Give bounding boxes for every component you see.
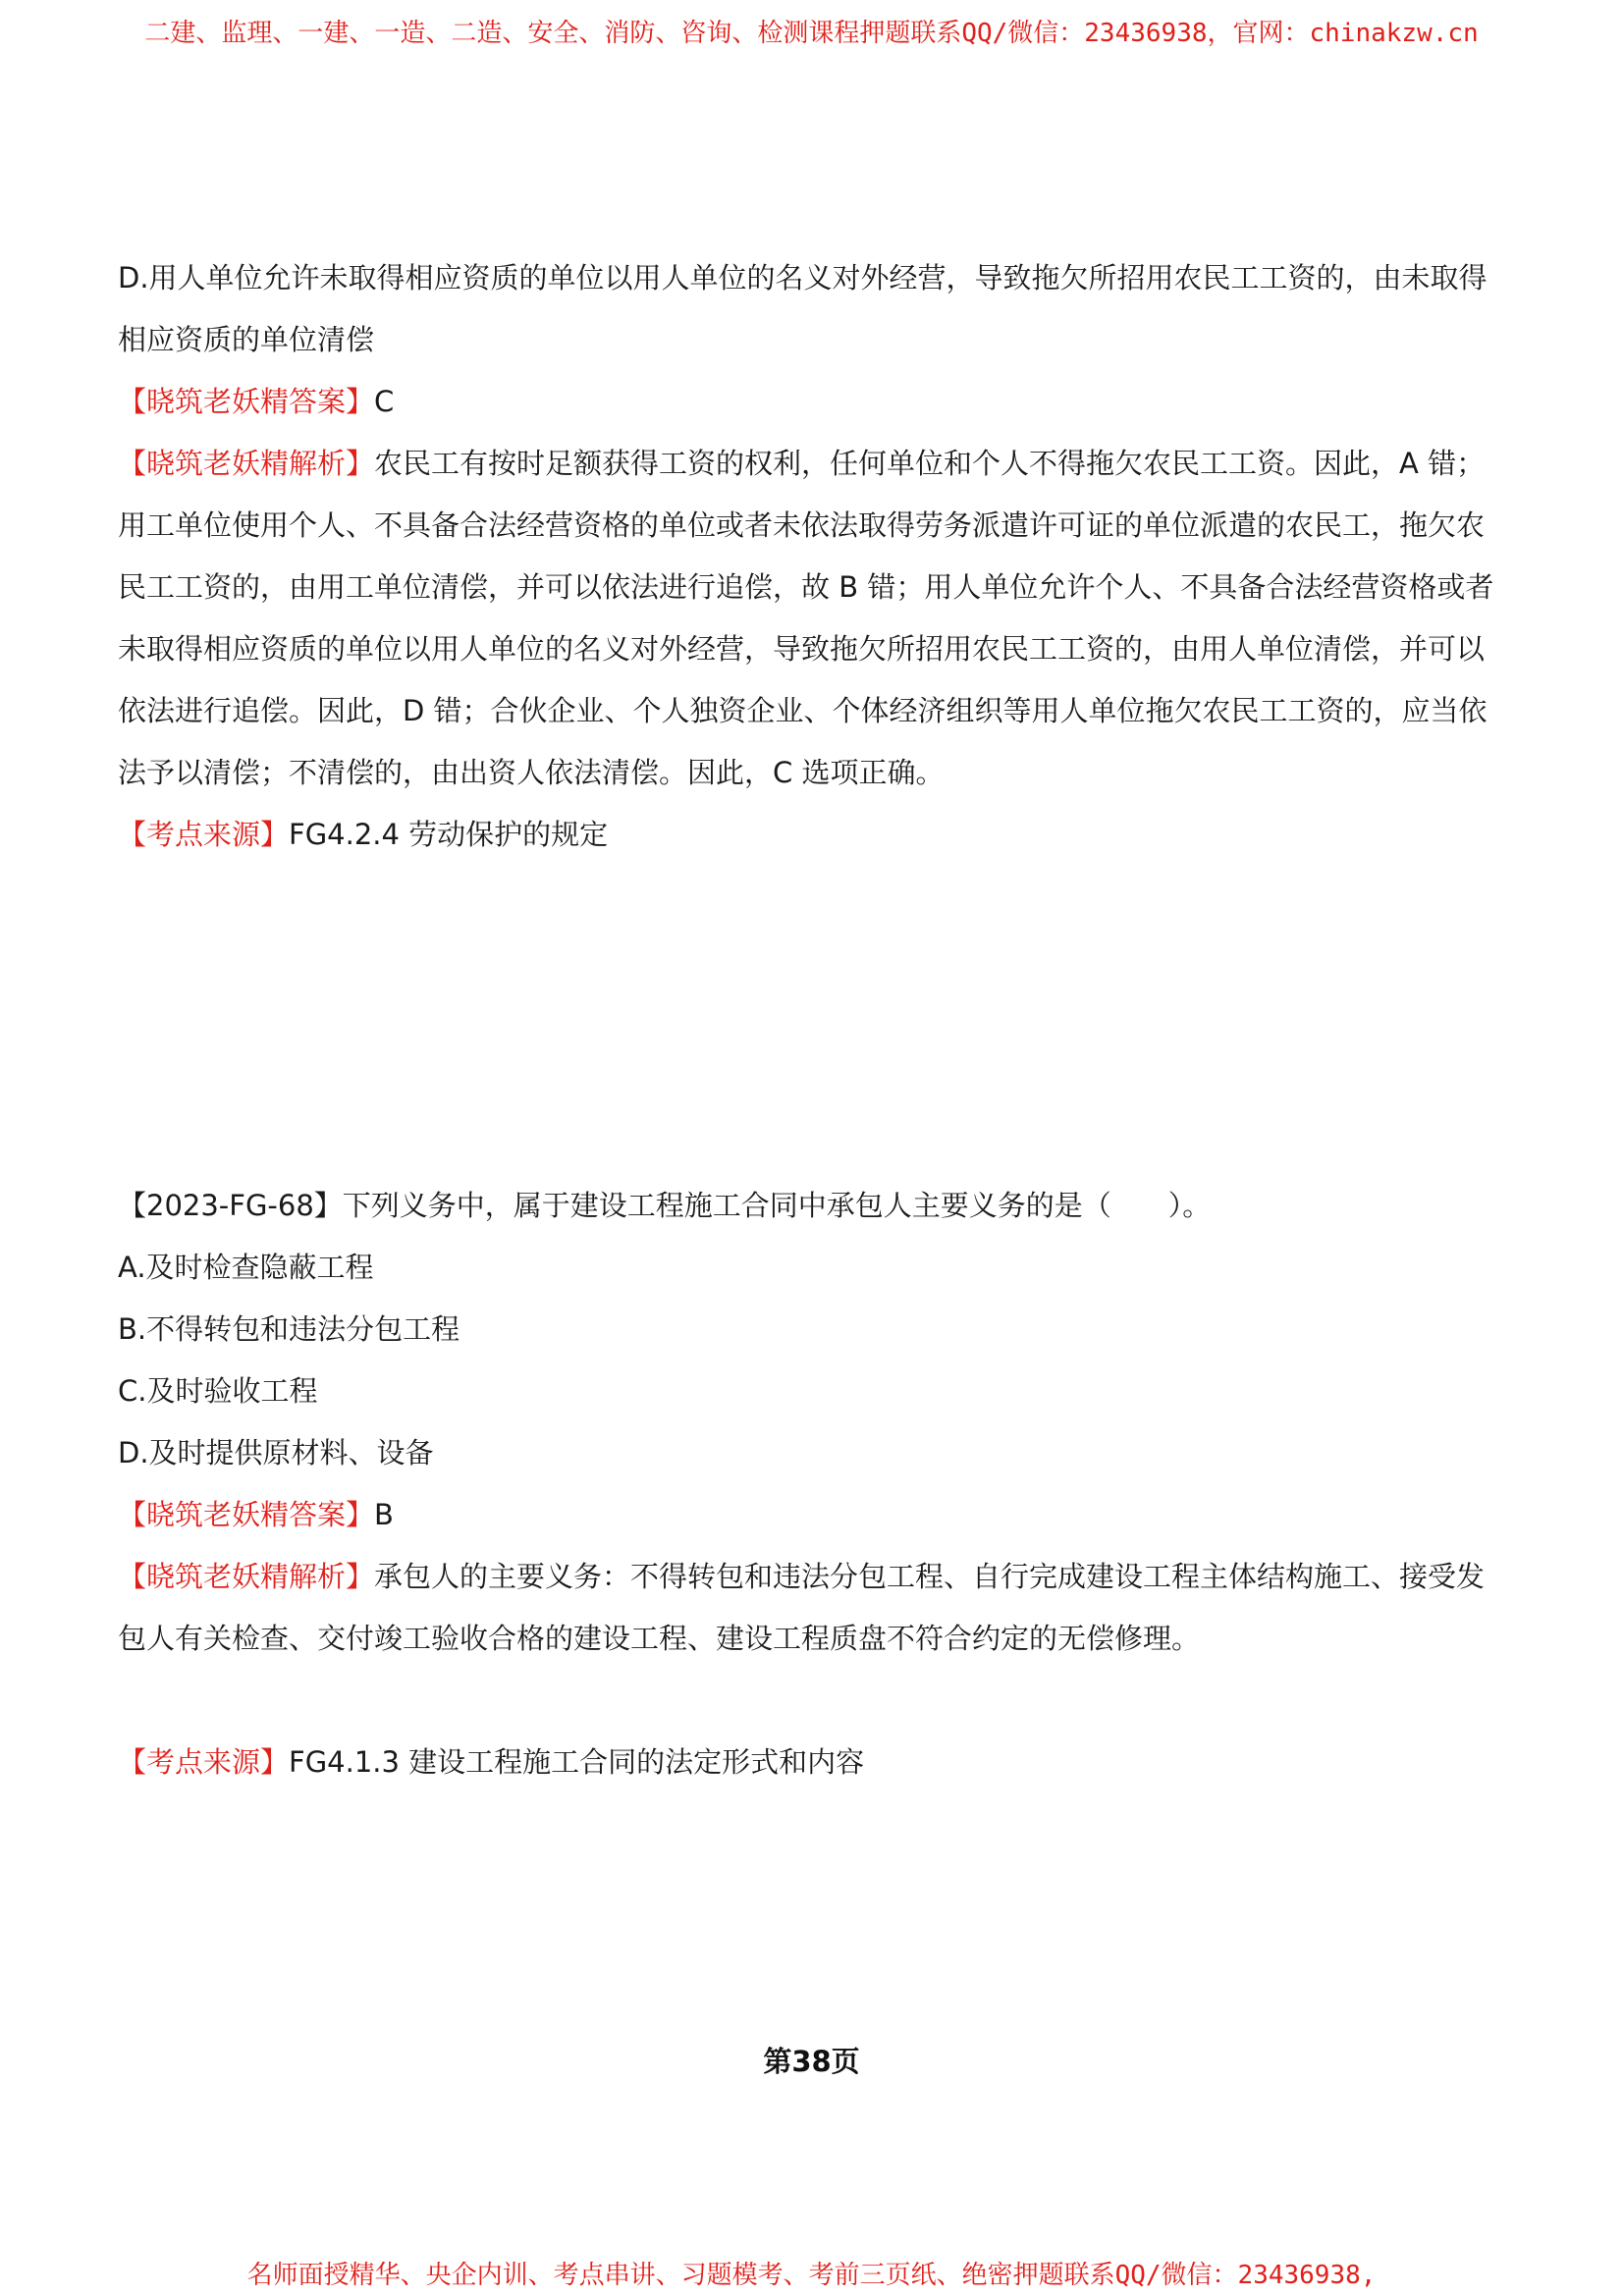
question-1-section xyxy=(118,247,1512,866)
analysis-tag: 【晓筑老妖精解析】 xyxy=(118,447,375,480)
source-tag: 【考点来源】 xyxy=(118,1745,290,1779)
source-text: FG4.1.3 建设工程施工合同的法定形式和内容 xyxy=(289,1745,865,1779)
answer-value: B xyxy=(374,1498,394,1531)
analysis-line xyxy=(118,433,1512,804)
source-tag: 【考点来源】 xyxy=(118,818,290,851)
source-text: FG4.2.4 劳动保护的规定 xyxy=(289,818,609,851)
question-2-section xyxy=(118,1175,1512,1793)
analysis-text: 承包人的主要义务：不得转包和违法分包工程、自行完成建设工程主体结构施工、接受发包人有关检查、交付竣工验收合格的建设工程、建设工程质盘不符合约定的无偿修理。 xyxy=(118,1560,1486,1655)
page-number: 第38页 xyxy=(763,2045,860,2078)
option-b: B.不得转包和违法分包工程 xyxy=(118,1312,460,1346)
source-line xyxy=(118,804,1512,866)
answer-tag: 【晓筑老妖精答案】 xyxy=(118,1498,375,1531)
question-stem: 【2023-FG-68】下列义务中，属于建设工程施工合同中承包人主要义务的是（ ）。 xyxy=(118,1189,1212,1222)
spacer xyxy=(118,1670,1512,1732)
answer-value: C xyxy=(374,385,395,418)
footer-banner: 名师面授精华、央企内训、考点串讲、习题模考、考前三页纸、绝密押题联系QQ/微信：23436938, xyxy=(246,2261,1377,2290)
option-d: D.用人单位允许未取得相应资质的单位以用人单位的名义对外经营，导致拖欠所招用农民工工资的，由未取得相应资质的单位清偿 xyxy=(118,261,1488,356)
answer-line xyxy=(118,1484,1512,1546)
option-c: C.及时验收工程 xyxy=(118,1374,318,1408)
header-banner: 二建、监理、一建、一造、二造、安全、消防、咨询、检测课程押题联系QQ/微信：23436938，官网：chinakzw.cn xyxy=(144,19,1479,48)
answer-tag: 【晓筑老妖精答案】 xyxy=(118,385,375,418)
analysis-text: 农民工有按时足额获得工资的权利，任何单位和个人不得拖欠农民工工资。因此，A 错；用工单位使用个人、不具备合法经营资格的单位或者未依法取得劳务派遣许可证的单位派遣的农民工，拖欠农民工工资的，由用工单位清偿，并可以依法进行追偿，故 B 错；用人单位允许个人、不具备合法经营资格或者未取得相应资质的单位以用人单位的名义对外经营，导致拖欠所招用农民工工资的，由用人单位清偿，并可以依法进行追偿。因此，D 错；合伙企业、个人独资企业、个体经济组织等用人单位拖欠农民工工资的，应当依法予以清偿；不清偿的，由出资人依法清偿。因此，C 选项正确。 xyxy=(118,447,1494,789)
option-d: D.及时提供原材料、设备 xyxy=(118,1436,434,1469)
source-line xyxy=(118,1732,1512,1793)
answer-line xyxy=(118,371,1512,433)
option-a: A.及时检查隐蔽工程 xyxy=(118,1251,374,1284)
analysis-line xyxy=(118,1546,1512,1670)
analysis-tag: 【晓筑老妖精解析】 xyxy=(118,1560,375,1593)
